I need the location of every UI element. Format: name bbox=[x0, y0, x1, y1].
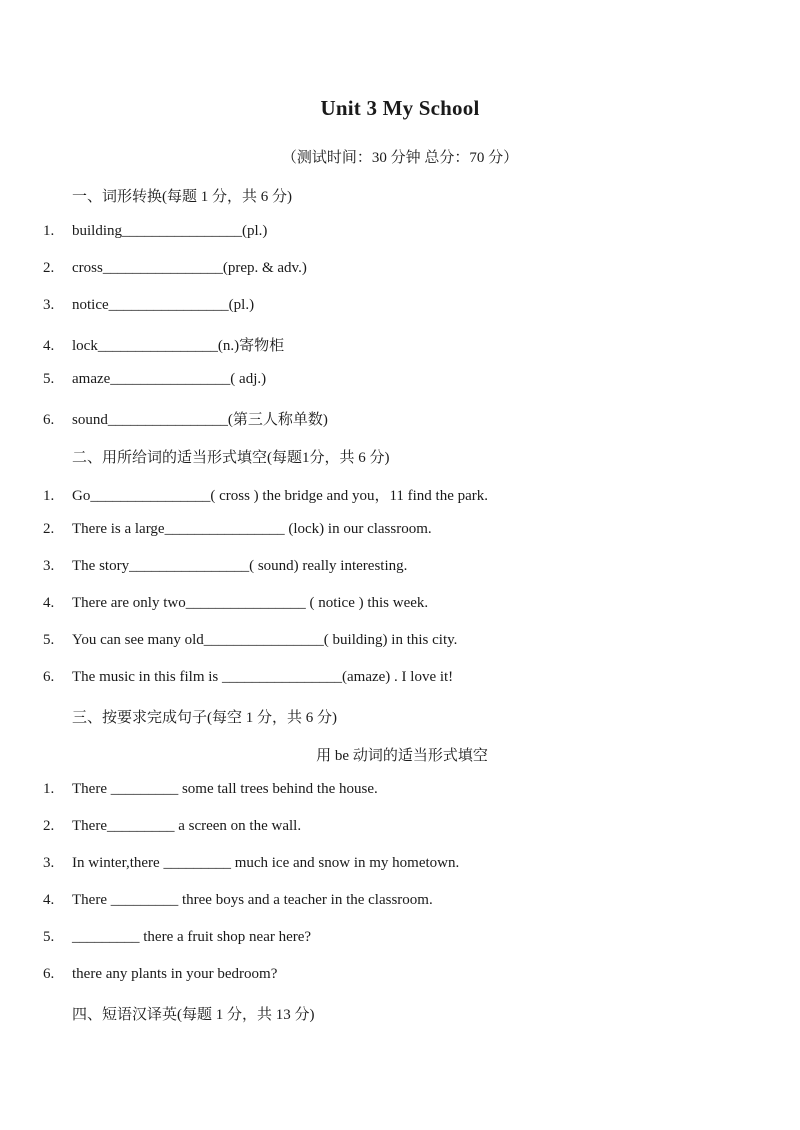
question-text: there any plants in your bedroom? bbox=[72, 966, 278, 982]
question-text: amaze________________( adj.) bbox=[72, 371, 267, 387]
page-title: Unit 3 My School bbox=[320, 96, 480, 120]
question-item bbox=[43, 595, 428, 612]
question-item bbox=[43, 371, 266, 388]
question-text: There _________ some tall trees behind the house. bbox=[72, 781, 378, 797]
question-number: 4. bbox=[43, 338, 55, 354]
question-text: There _________ three boys and a teacher in the classroom. bbox=[72, 892, 433, 908]
question-text: cross________________(prep. & adv.) bbox=[72, 260, 307, 276]
question-item bbox=[43, 223, 267, 240]
question-number: 1. bbox=[43, 781, 55, 797]
section-heading-1: 一、词形转换(每题 1 分，共 6 分) bbox=[72, 189, 292, 205]
question-text: The music in this film is ________________(amaze) . I love it! bbox=[72, 669, 454, 685]
question-number: 2. bbox=[43, 260, 55, 276]
question-text: You can see many old________________( building) in this city. bbox=[72, 632, 458, 648]
question-item bbox=[43, 558, 407, 575]
question-item bbox=[43, 297, 254, 314]
question-text: There is a large________________ (lock) in our classroom. bbox=[72, 521, 432, 537]
question-text: There_________ a screen on the wall. bbox=[72, 818, 302, 834]
question-number: 6. bbox=[43, 412, 55, 428]
question-item bbox=[43, 818, 301, 835]
question-text: _________ there a fruit shop near here? bbox=[72, 929, 312, 945]
question-text: building________________(pl.) bbox=[72, 223, 268, 239]
question-item bbox=[43, 408, 328, 429]
test-info: （测试时间：30 分钟 总分：70 分） bbox=[281, 150, 519, 166]
question-item bbox=[43, 521, 432, 538]
question-item bbox=[43, 484, 488, 505]
question-number: 3. bbox=[43, 558, 55, 574]
question-text: In winter,there _________ much ice and snow in my hometown. bbox=[72, 855, 460, 871]
question-number: 5. bbox=[43, 371, 55, 387]
question-item bbox=[43, 966, 277, 983]
question-text: notice________________(pl.) bbox=[72, 297, 255, 313]
question-number: 6. bbox=[43, 669, 55, 685]
question-item bbox=[43, 892, 433, 909]
question-number: 2. bbox=[43, 818, 55, 834]
section-heading-4: 四、短语汉译英(每题 1 分，共 13 分) bbox=[72, 1007, 315, 1023]
question-text: lock________________(n.)寄物柜 bbox=[72, 338, 285, 354]
section-instruction bbox=[0, 744, 800, 765]
question-text: Go________________( cross ) the bridge and you，11 find the park. bbox=[72, 488, 489, 504]
question-item bbox=[43, 632, 457, 649]
question-number: 2. bbox=[43, 521, 55, 537]
question-item bbox=[43, 781, 378, 798]
question-number: 1. bbox=[43, 488, 55, 504]
question-item bbox=[43, 334, 284, 355]
question-number: 3. bbox=[43, 297, 55, 313]
question-item bbox=[43, 260, 307, 277]
section-heading-2: 二、用所给词的适当形式填空(每题1分，共 6 分) bbox=[72, 450, 390, 466]
section-instruction-text: 用 be 动词的适当形式填空 bbox=[316, 748, 488, 764]
section-heading-3: 三、按要求完成句子(每空 1 分，共 6 分) bbox=[72, 710, 337, 726]
question-number: 5. bbox=[43, 632, 55, 648]
question-number: 3. bbox=[43, 855, 55, 871]
question-number: 5. bbox=[43, 929, 55, 945]
question-text: There are only two________________ ( notice ) this week. bbox=[72, 595, 429, 611]
question-number: 1. bbox=[43, 223, 55, 239]
question-text: sound________________(第三人称单数) bbox=[72, 412, 328, 428]
question-number: 4. bbox=[43, 892, 55, 908]
question-number: 6. bbox=[43, 966, 55, 982]
question-number: 4. bbox=[43, 595, 55, 611]
question-item bbox=[43, 855, 459, 872]
question-text: The story________________( sound) really interesting. bbox=[72, 558, 408, 574]
question-item bbox=[43, 929, 311, 946]
question-item bbox=[43, 669, 453, 686]
